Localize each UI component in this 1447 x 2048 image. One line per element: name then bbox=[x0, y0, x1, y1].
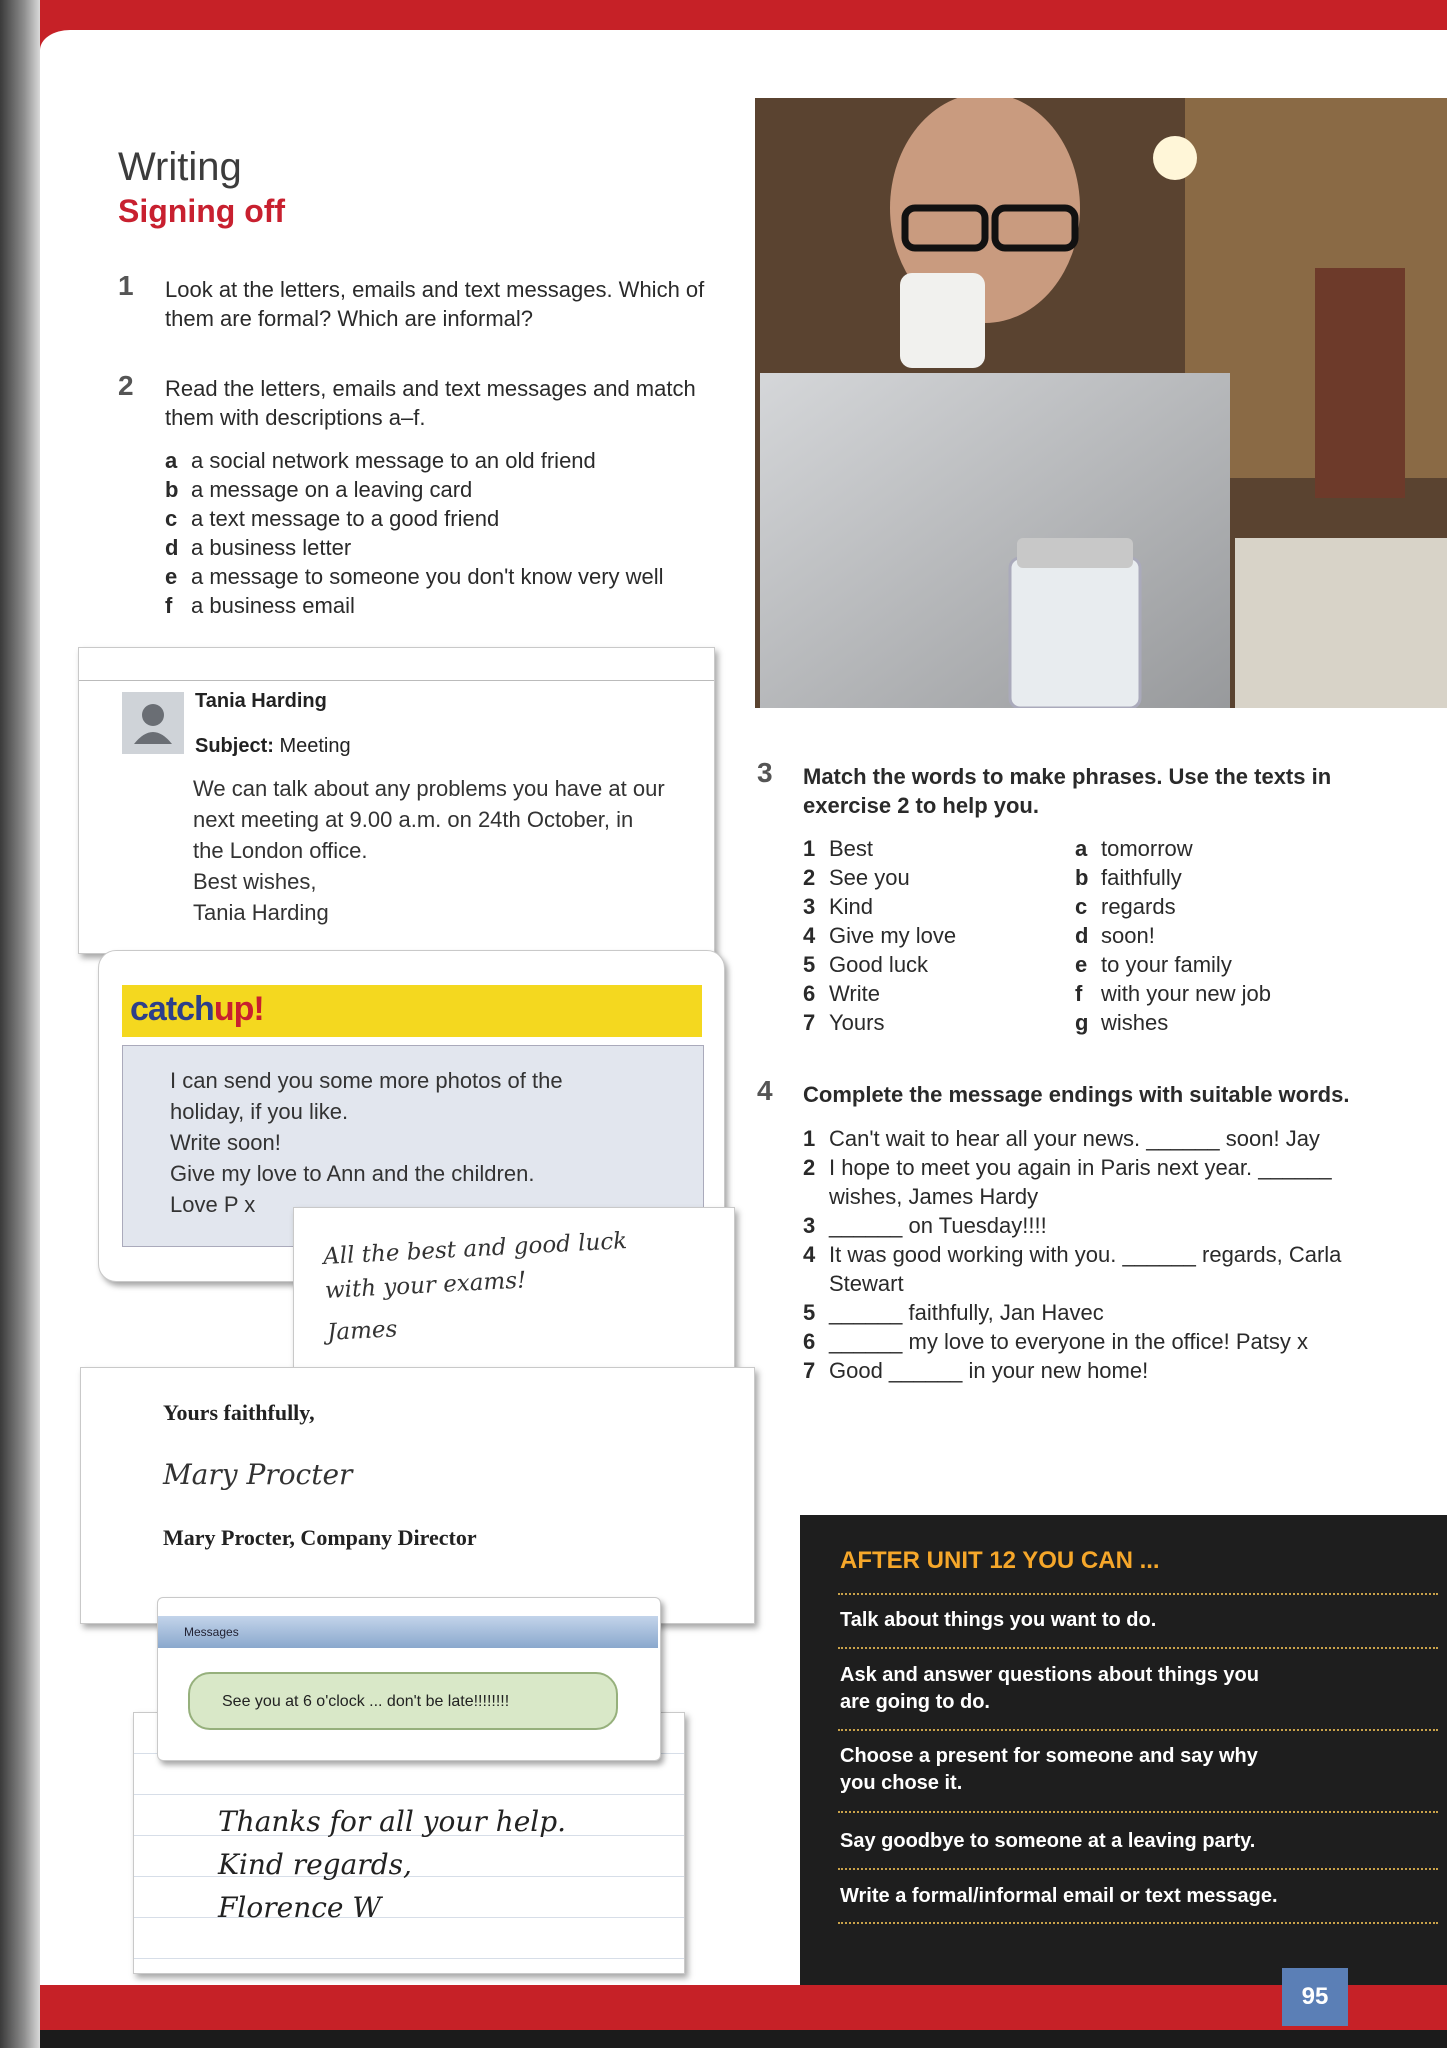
avatar bbox=[122, 692, 184, 754]
divider bbox=[838, 1922, 1438, 1924]
email-subject-line bbox=[195, 735, 351, 758]
after-unit-title: AFTER UNIT 12 YOU CAN ... bbox=[840, 1547, 1160, 1574]
email-body: We can talk about any problems you have at our next meeting at 9.00 a.m. on 24th October, in the London office. Best wishes, Tania Harding bbox=[193, 776, 665, 925]
exercise-3-number: 3 bbox=[757, 757, 773, 788]
exercise-3-left-list bbox=[803, 834, 956, 1037]
list-item: 2 I hope to meet you again in Paris next year. ______ bbox=[803, 1155, 1332, 1180]
email-divider bbox=[79, 680, 714, 681]
list-item: 3 ______ on Tuesday!!!! bbox=[803, 1213, 1047, 1238]
list-item: 1 Can't wait to hear all your news. ______ soon! Jay bbox=[803, 1126, 1320, 1151]
page-subtitle: Signing off bbox=[118, 193, 286, 229]
book-spine bbox=[0, 0, 40, 2048]
sms-title-bar: Messages bbox=[158, 1616, 658, 1648]
list-item: d soon! bbox=[1075, 923, 1155, 948]
list-item: 7 Yours bbox=[803, 1010, 885, 1035]
exercise-1-number: 1 bbox=[118, 270, 134, 301]
list-item: 7 Good ______ in your new home! bbox=[803, 1358, 1149, 1383]
user-icon bbox=[122, 692, 184, 754]
email-subject: Meeting bbox=[279, 735, 351, 757]
exercise-4-text: Complete the message endings with suitable words. bbox=[803, 1082, 1350, 1107]
after-unit-item: Ask and answer questions about things you are going to do. bbox=[840, 1664, 1259, 1713]
list-item: d a business letter bbox=[165, 535, 352, 560]
exercise-2-number: 2 bbox=[118, 370, 134, 401]
list-item: 5 ______ faithfully, Jan Havec bbox=[803, 1300, 1104, 1325]
page-number: 95 bbox=[1282, 1968, 1348, 2026]
letter-signature: Mary Procter bbox=[163, 1458, 353, 1491]
divider bbox=[838, 1729, 1438, 1731]
after-unit-item: Choose a present for someone and say why you chose it. bbox=[840, 1745, 1258, 1794]
list-item: f a business email bbox=[165, 593, 355, 618]
email-sender: Tania Harding bbox=[195, 690, 327, 712]
after-unit-item: Write a formal/informal email or text message. bbox=[840, 1885, 1278, 1907]
list-item: e a message to someone you don't know very well bbox=[165, 564, 664, 589]
sms-bubble: See you at 6 o'clock ... don't be late!!!!!!!! bbox=[188, 1672, 618, 1730]
exercise-2-list bbox=[165, 446, 664, 620]
divider bbox=[838, 1593, 1438, 1595]
list-item: 6 ______ my love to everyone in the office! Patsy x bbox=[803, 1329, 1308, 1354]
page-title: Writing bbox=[118, 145, 242, 189]
thank-you-message: Thanks for all your help. Kind regards, Florence W bbox=[218, 1805, 567, 1924]
list-item: a tomorrow bbox=[1075, 836, 1193, 861]
exercise-3-right-list bbox=[1075, 834, 1271, 1037]
divider bbox=[838, 1811, 1438, 1813]
list-item: c regards bbox=[1075, 894, 1176, 919]
letter-closing: Yours faithfully, bbox=[163, 1400, 315, 1425]
exercise-4-list bbox=[803, 1124, 1363, 1385]
list-item: f with your new job bbox=[1075, 981, 1271, 1006]
list-item: wishes, James Hardy bbox=[829, 1184, 1039, 1209]
photo-illustration bbox=[755, 98, 1447, 708]
list-item: 5 Good luck bbox=[803, 952, 929, 977]
after-unit-item: Say goodbye to someone at a leaving party. bbox=[840, 1830, 1256, 1852]
bottom-shadow bbox=[0, 2030, 1447, 2048]
photo-man-drinking-coffee bbox=[755, 98, 1447, 708]
list-item: Stewart bbox=[829, 1271, 904, 1296]
list-item: 4 It was good working with you. ______ regards, Carla bbox=[803, 1242, 1342, 1267]
exercise-4-number: 4 bbox=[757, 1075, 773, 1106]
list-item: 3 Kind bbox=[803, 894, 874, 919]
letter-name: Mary Procter, Company Director bbox=[163, 1525, 477, 1550]
after-unit-item: Talk about things you want to do. bbox=[840, 1609, 1157, 1631]
list-item: 2 See you bbox=[803, 865, 910, 890]
catchup-logo: catchup! bbox=[130, 990, 264, 1028]
divider bbox=[838, 1647, 1438, 1649]
divider bbox=[838, 1868, 1438, 1870]
email-subject-label: Subject: bbox=[195, 735, 274, 757]
exercise-1-text: Look at the letters, emails and text messages. Which of them are formal? Which are informal? bbox=[165, 277, 705, 331]
list-item: 6 Write bbox=[803, 981, 880, 1006]
leaving-card-message: All the best and good luck with your exams! James bbox=[322, 1228, 628, 1346]
exercise-2-text: Read the letters, emails and text messages and match them with descriptions a–f. bbox=[165, 376, 696, 430]
list-item: g wishes bbox=[1075, 1010, 1169, 1035]
exercise-3-text: Match the words to make phrases. Use the texts in exercise 2 to help you. bbox=[803, 764, 1332, 818]
list-item: 4 Give my love bbox=[803, 923, 957, 948]
catchup-message: I can send you some more photos of the holiday, if you like. Write soon! Give my love to Ann and the children. Love P x bbox=[170, 1068, 563, 1217]
list-item: c a text message to a good friend bbox=[165, 506, 500, 531]
list-item: b a message on a leaving card bbox=[165, 477, 473, 502]
page-top-edge bbox=[40, 30, 1447, 100]
list-item: a a social network message to an old friend bbox=[165, 448, 596, 473]
list-item: 1 Best bbox=[803, 836, 874, 861]
list-item: e to your family bbox=[1075, 952, 1232, 977]
list-item: b faithfully bbox=[1075, 865, 1182, 890]
